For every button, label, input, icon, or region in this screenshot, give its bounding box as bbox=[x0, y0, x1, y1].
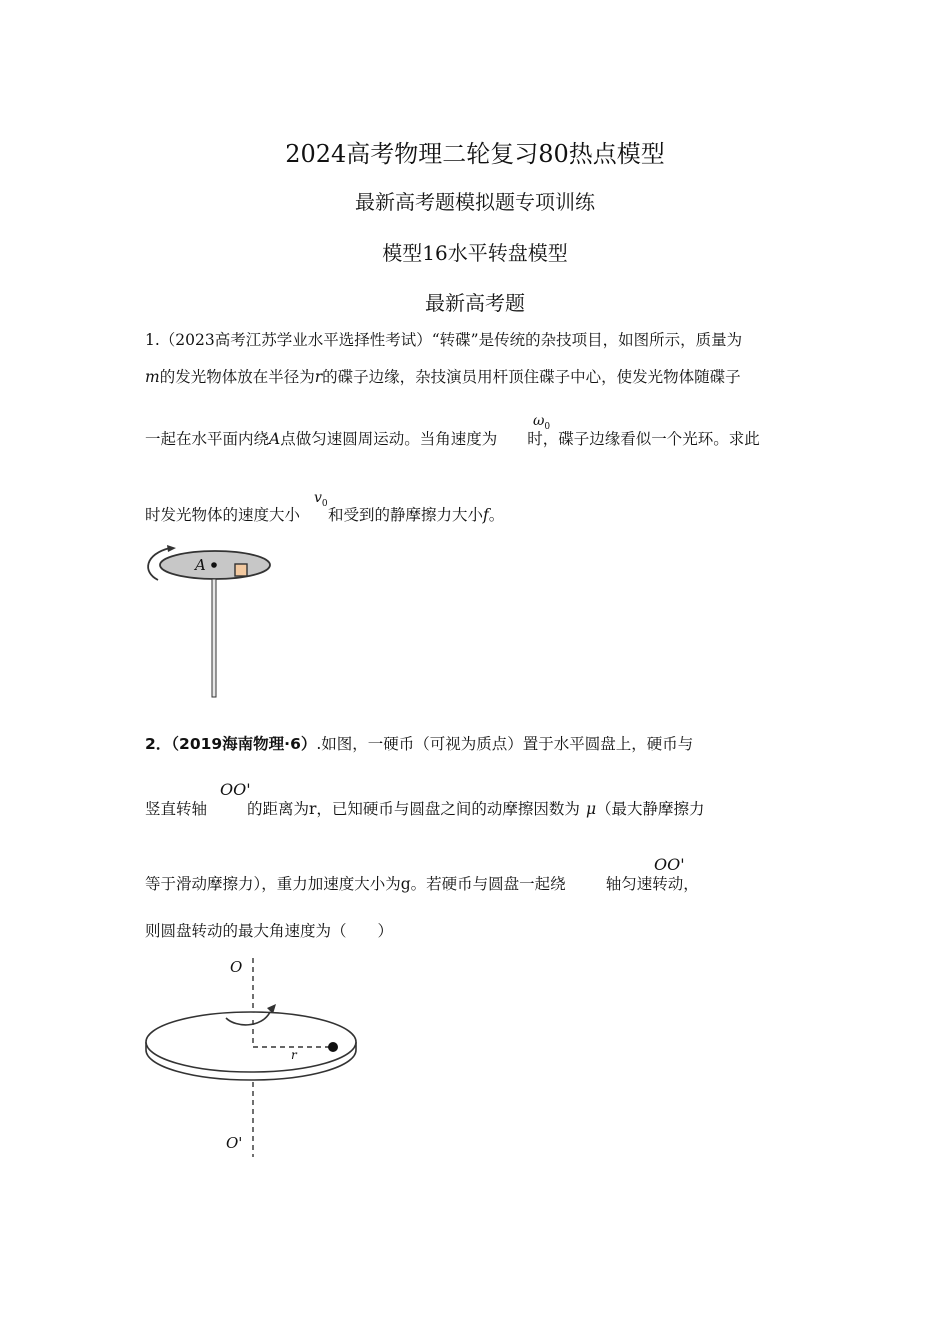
q1-line-3-b: 点做匀速圆周运动。当角速度为 bbox=[280, 430, 498, 448]
q1-line-3 bbox=[145, 427, 760, 449]
page-title: 2024高考物理二轮复习80热点模型 bbox=[285, 140, 665, 168]
q1-friction-symbol: f bbox=[483, 506, 489, 524]
q2-axis-symbol-2: OO' bbox=[654, 855, 685, 874]
axis-label-top: O bbox=[230, 958, 243, 976]
radius-label: r bbox=[291, 1048, 297, 1062]
q2-line-3-b: 轴匀速转动， bbox=[605, 875, 699, 893]
disk-figure bbox=[140, 950, 365, 1160]
q1-omega-symbol: $\omega_0$ bbox=[533, 413, 551, 432]
support-pole bbox=[212, 579, 216, 697]
q2-axis-symbol-1: OO' bbox=[220, 780, 251, 799]
q2-line-3-a: 等于滑动摩擦力），重力加速度大小为g。若硬币与圆盘一起绕 bbox=[145, 875, 566, 893]
q1-line-2-b: 的碟子边缘，杂技演员用杆顶住碟子中心，使发光物体随碟子 bbox=[322, 368, 741, 386]
axis-label-bottom: O' bbox=[226, 1134, 243, 1152]
plate-label-a: A bbox=[195, 556, 206, 574]
q1-point-a: A bbox=[269, 430, 281, 448]
model-title: 模型16水平转盘模型 bbox=[382, 241, 568, 265]
q2-line-1 bbox=[145, 732, 693, 754]
q2-line-2-a: 竖直转轴 bbox=[145, 800, 208, 818]
q2-mu-symbol: μ bbox=[585, 800, 597, 818]
q1-line-2 bbox=[145, 365, 741, 387]
q1-line-3-c: 时，碟子边缘看似一个光环。求此 bbox=[527, 430, 760, 448]
q2-line-1-b: .如图，一硬币（可视为质点）置于水平圆盘上，硬币与 bbox=[316, 735, 694, 753]
q2-line-2-c: （最大静摩擦力 bbox=[596, 800, 705, 818]
q1-line-3-a: 一起在水平面内绕 bbox=[145, 430, 270, 448]
q2-line-3 bbox=[145, 872, 699, 894]
coin bbox=[328, 1042, 338, 1052]
center-point bbox=[211, 562, 217, 568]
q1-mass-symbol: m bbox=[145, 368, 160, 386]
rotation-arrowhead bbox=[167, 545, 176, 552]
disk bbox=[146, 1012, 356, 1072]
q1-line-2-a: 的发光物体放在半径为 bbox=[159, 368, 315, 386]
q2-number: 2．（2019海南物理·6） bbox=[145, 735, 317, 753]
section-title: 最新高考题 bbox=[425, 291, 525, 315]
q1-line-4-b: 和受到的静摩擦力大小 bbox=[328, 506, 484, 524]
q1-radius-symbol: r bbox=[314, 368, 323, 386]
q1-line-1: 1.（2023高考江苏学业水平选择性考试）“转碟”是传统的杂技项目，如图所示，质量为 bbox=[145, 331, 743, 349]
q2-line-2-b: 的距离为r，已知硬币与圆盘之间的动摩擦因数为 bbox=[247, 800, 580, 818]
q1-line-4-a: 时发光物体的速度大小 bbox=[145, 506, 301, 524]
glowing-object bbox=[235, 564, 247, 576]
q1-line-4: 时发光物体的速度大小 和受到的静摩擦力大小f。 bbox=[145, 506, 505, 524]
q2-line-4: 则圆盘转动的最大角速度为（ ） bbox=[145, 922, 394, 940]
page-subtitle: 最新高考题模拟题专项训练 bbox=[355, 190, 595, 214]
q1-v0-symbol: $v_0$ bbox=[314, 490, 328, 509]
plate-figure bbox=[140, 540, 280, 705]
q2-line-2 bbox=[145, 797, 705, 819]
